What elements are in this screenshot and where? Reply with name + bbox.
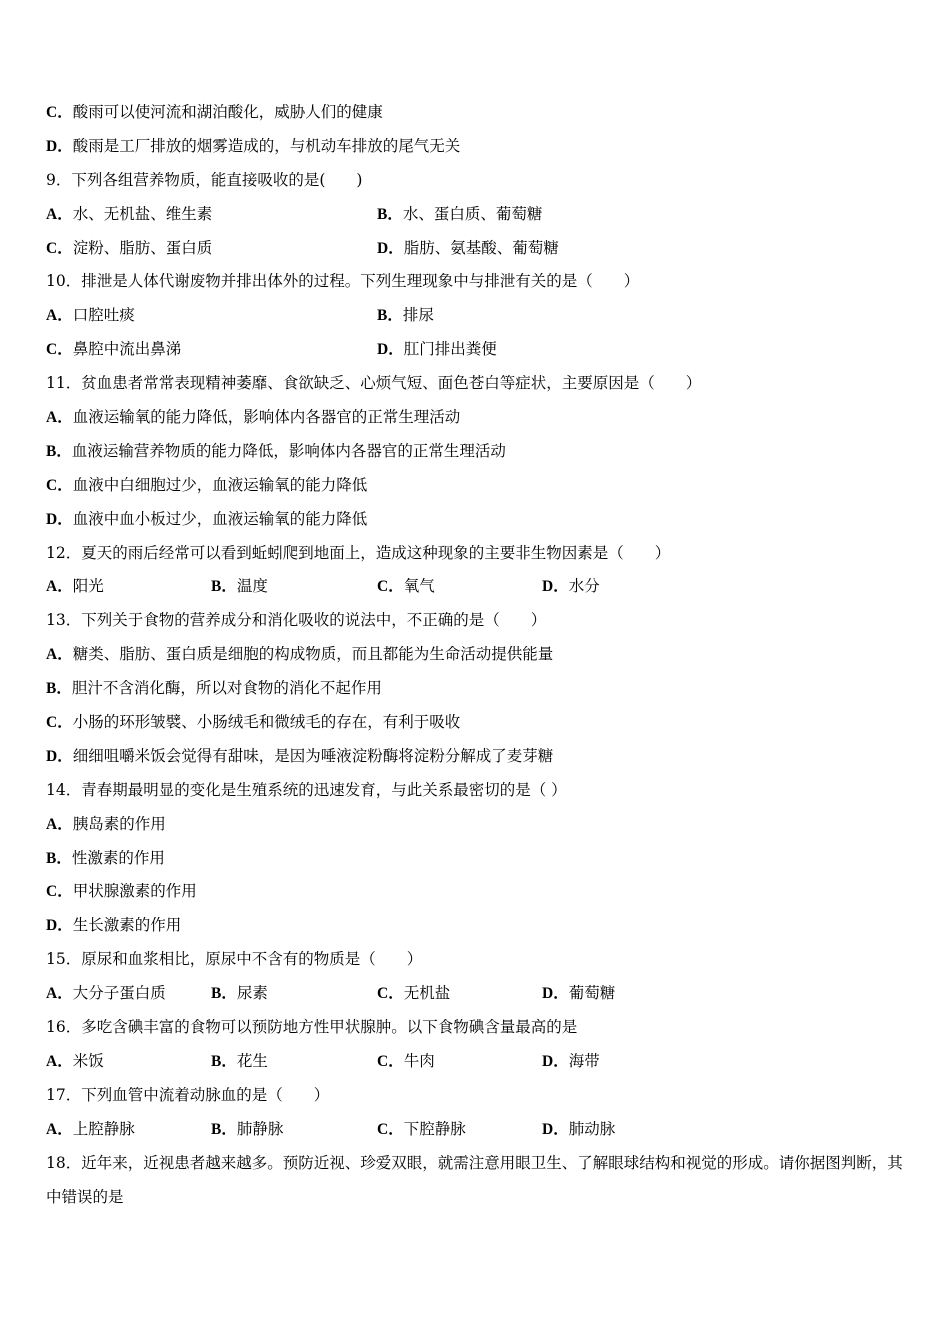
option-label: A． xyxy=(46,578,73,596)
option-label: B． xyxy=(377,205,403,223)
option-row xyxy=(46,1045,916,1079)
question-stem xyxy=(46,537,916,571)
option xyxy=(377,1045,435,1079)
question-text: 下列各组营养物质，能直接吸收的是( ) xyxy=(71,170,363,189)
option xyxy=(46,1045,104,1079)
option-text: 生长激素的作用 xyxy=(72,916,182,935)
option-label: C． xyxy=(46,714,73,732)
option xyxy=(377,570,435,604)
option-label: A． xyxy=(46,646,73,664)
option-text: 氧气 xyxy=(403,577,435,596)
option-line xyxy=(46,469,916,503)
option xyxy=(46,232,212,266)
option xyxy=(46,299,135,333)
option xyxy=(377,232,559,266)
option xyxy=(542,977,615,1011)
option xyxy=(377,1113,466,1147)
option-line xyxy=(46,96,916,130)
option-label: D． xyxy=(377,239,404,257)
option xyxy=(46,333,181,367)
option-text: 花生 xyxy=(236,1051,268,1070)
option-row xyxy=(46,198,916,232)
option xyxy=(46,977,166,1011)
option-text: 肺动脉 xyxy=(568,1119,616,1138)
option xyxy=(377,333,497,367)
question-stem xyxy=(46,774,916,808)
option-label: C． xyxy=(46,341,73,359)
question-number: 14． xyxy=(46,780,82,799)
option-label: A． xyxy=(46,1052,73,1070)
option-label: D． xyxy=(377,341,404,359)
option-label: D． xyxy=(46,510,73,528)
question-number: 9． xyxy=(46,170,72,189)
question-text: 原尿和血浆相比，原尿中不含有的物质是（ ） xyxy=(81,950,423,969)
option xyxy=(211,570,268,604)
question-text: 夏天的雨后经常可以看到蚯蚓爬到地面上，造成这种现象的主要非生物因素是（ ） xyxy=(81,543,671,562)
option-line xyxy=(46,842,916,876)
option-label: C． xyxy=(46,476,73,494)
option-label: A． xyxy=(46,815,73,833)
option xyxy=(46,1113,135,1147)
option xyxy=(211,977,268,1011)
option xyxy=(377,198,542,232)
option-row xyxy=(46,570,916,604)
option-label: B． xyxy=(46,849,72,867)
question-stem xyxy=(46,1079,916,1113)
option-text: 葡萄糖 xyxy=(568,984,616,1003)
option-label: D． xyxy=(542,1120,569,1138)
option-text: 性激素的作用 xyxy=(71,848,165,867)
option-text: 水、无机盐、维生素 xyxy=(72,204,213,223)
question-number: 17． xyxy=(46,1085,82,1104)
option-label: B． xyxy=(211,985,237,1003)
option-text: 海带 xyxy=(568,1051,600,1070)
option-text: 甲状腺激素的作用 xyxy=(72,882,197,901)
option-label: C． xyxy=(377,1052,404,1070)
option-label: C． xyxy=(46,104,73,121)
option-text: 阳光 xyxy=(72,577,104,596)
option-text: 口腔吐痰 xyxy=(72,306,135,325)
option-label: D． xyxy=(46,747,73,765)
option-label: B． xyxy=(46,442,72,460)
question-text: 下列血管中流着动脉血的是（ ） xyxy=(81,1085,330,1104)
option-label: C． xyxy=(377,578,404,596)
exam-page xyxy=(46,96,916,1214)
option-line xyxy=(46,435,916,469)
question-stem xyxy=(46,1011,916,1045)
option-text: 糖类、脂肪、蛋白质是细胞的构成物质，而且都能为生命活动提供能量 xyxy=(72,645,554,664)
question-stem xyxy=(46,265,916,299)
option-text: 淀粉、脂肪、蛋白质 xyxy=(72,238,213,257)
option-line xyxy=(46,909,916,943)
question-stem xyxy=(46,367,916,401)
option-text: 牛肉 xyxy=(403,1051,435,1070)
option-row xyxy=(46,1113,916,1147)
option-text: 水分 xyxy=(568,577,600,596)
option-label: C． xyxy=(46,883,73,901)
question-text: 贫血患者常常表现精神萎靡、食欲缺乏、心烦气短、面色苍白等症状，主要原因是（ ） xyxy=(81,374,702,393)
question-number: 16． xyxy=(46,1018,82,1037)
option-text: 肺静脉 xyxy=(236,1119,284,1138)
option-line xyxy=(46,638,916,672)
option xyxy=(211,1045,268,1079)
option-text: 血液运输营养物质的能力降低，影响体内各器官的正常生理活动 xyxy=(71,441,506,460)
option-text: 细细咀嚼米饭会觉得有甜味，是因为唾液淀粉酶将淀粉分解成了麦芽糖 xyxy=(72,746,554,765)
option-line xyxy=(46,130,916,164)
option xyxy=(377,977,450,1011)
option-text: 脂肪、氨基酸、葡萄糖 xyxy=(403,238,559,257)
option-label: A． xyxy=(46,409,73,427)
option-line xyxy=(46,808,916,842)
option xyxy=(542,570,600,604)
option-text: 上腔静脉 xyxy=(72,1119,135,1138)
option-text: 血液中白细胞过少，血液运输氧的能力降低 xyxy=(72,475,368,494)
option-text: 排尿 xyxy=(402,306,434,325)
question-stem xyxy=(46,943,916,977)
question-number: 11． xyxy=(46,374,82,393)
option-text: 酸雨是工厂排放的烟雾造成的，与机动车排放的尾气无关 xyxy=(72,136,461,155)
option-text: 下腔静脉 xyxy=(403,1119,466,1138)
option-text: 尿素 xyxy=(236,984,268,1003)
option-label: C． xyxy=(377,985,404,1003)
option-text: 胰岛素的作用 xyxy=(72,814,166,833)
option-label: B． xyxy=(211,1052,237,1070)
option xyxy=(542,1113,615,1147)
option-label: A． xyxy=(46,205,73,223)
option-text: 鼻腔中流出鼻涕 xyxy=(72,340,182,359)
option-label: A． xyxy=(46,985,73,1003)
option-label: D． xyxy=(542,578,569,596)
question-number: 10． xyxy=(46,272,82,291)
option-label: D． xyxy=(542,985,569,1003)
option-label: B． xyxy=(377,307,403,325)
question-stem xyxy=(46,1147,916,1215)
option xyxy=(377,299,434,333)
option-text: 胆汁不含消化酶，所以对食物的消化不起作用 xyxy=(71,679,382,698)
question-stem xyxy=(46,164,916,198)
option-text: 血液中血小板过少，血液运输氧的能力降低 xyxy=(72,509,368,528)
option-label: D． xyxy=(46,137,73,155)
option-text: 酸雨可以使河流和湖泊酸化，威胁人们的健康 xyxy=(72,103,383,121)
option-label: A． xyxy=(46,1120,73,1138)
question-text: 青春期最明显的变化是生殖系统的迅速发育，与此关系最密切的是（ ） xyxy=(81,780,567,799)
option-label: B． xyxy=(46,680,72,698)
option-line xyxy=(46,401,916,435)
option xyxy=(542,1045,600,1079)
option-text: 血液运输氧的能力降低，影响体内各器官的正常生理活动 xyxy=(72,408,461,427)
option-text: 温度 xyxy=(236,577,268,596)
question-number: 18． xyxy=(46,1153,82,1172)
question-number: 12． xyxy=(46,543,82,562)
option-line xyxy=(46,706,916,740)
option-row xyxy=(46,232,916,266)
question-text: 近年来，近视患者越来越多。预防近视、珍爱双眼，就需注意用眼卫生、了解眼球结构和视觉的形成。请你据图判断，其中错误的是 xyxy=(46,1153,903,1206)
option-text: 肛门排出粪便 xyxy=(403,340,497,359)
option-label: B． xyxy=(211,578,237,596)
question-text: 多吃含碘丰富的食物可以预防地方性甲状腺肿。以下食物碘含量最高的是 xyxy=(81,1018,578,1037)
option-label: A． xyxy=(46,307,73,325)
option-text: 小肠的环形皱襞、小肠绒毛和微绒毛的存在，有利于吸收 xyxy=(72,713,461,732)
option-text: 水、蛋白质、葡萄糖 xyxy=(402,204,543,223)
option-label: D． xyxy=(46,917,73,935)
option xyxy=(46,570,104,604)
option-label: C． xyxy=(377,1120,404,1138)
option-row xyxy=(46,299,916,333)
option-text: 米饭 xyxy=(72,1051,104,1070)
option-label: B． xyxy=(211,1120,237,1138)
option-text: 无机盐 xyxy=(403,984,451,1003)
option xyxy=(46,198,212,232)
option-row xyxy=(46,333,916,367)
option-label: C． xyxy=(46,239,73,257)
question-text: 下列关于食物的营养成分和消化吸收的说法中，不正确的是（ ） xyxy=(81,611,547,630)
option-text: 大分子蛋白质 xyxy=(72,984,166,1003)
question-text: 排泄是人体代谢废物并排出体外的过程。下列生理现象中与排泄有关的是（ ） xyxy=(81,272,640,291)
question-stem xyxy=(46,604,916,638)
option-line xyxy=(46,672,916,706)
option-line xyxy=(46,875,916,909)
question-number: 13． xyxy=(46,611,82,630)
option-label: D． xyxy=(542,1052,569,1070)
question-number: 15． xyxy=(46,950,82,969)
option-line xyxy=(46,503,916,537)
option-row xyxy=(46,977,916,1011)
option xyxy=(211,1113,283,1147)
option-line xyxy=(46,740,916,774)
